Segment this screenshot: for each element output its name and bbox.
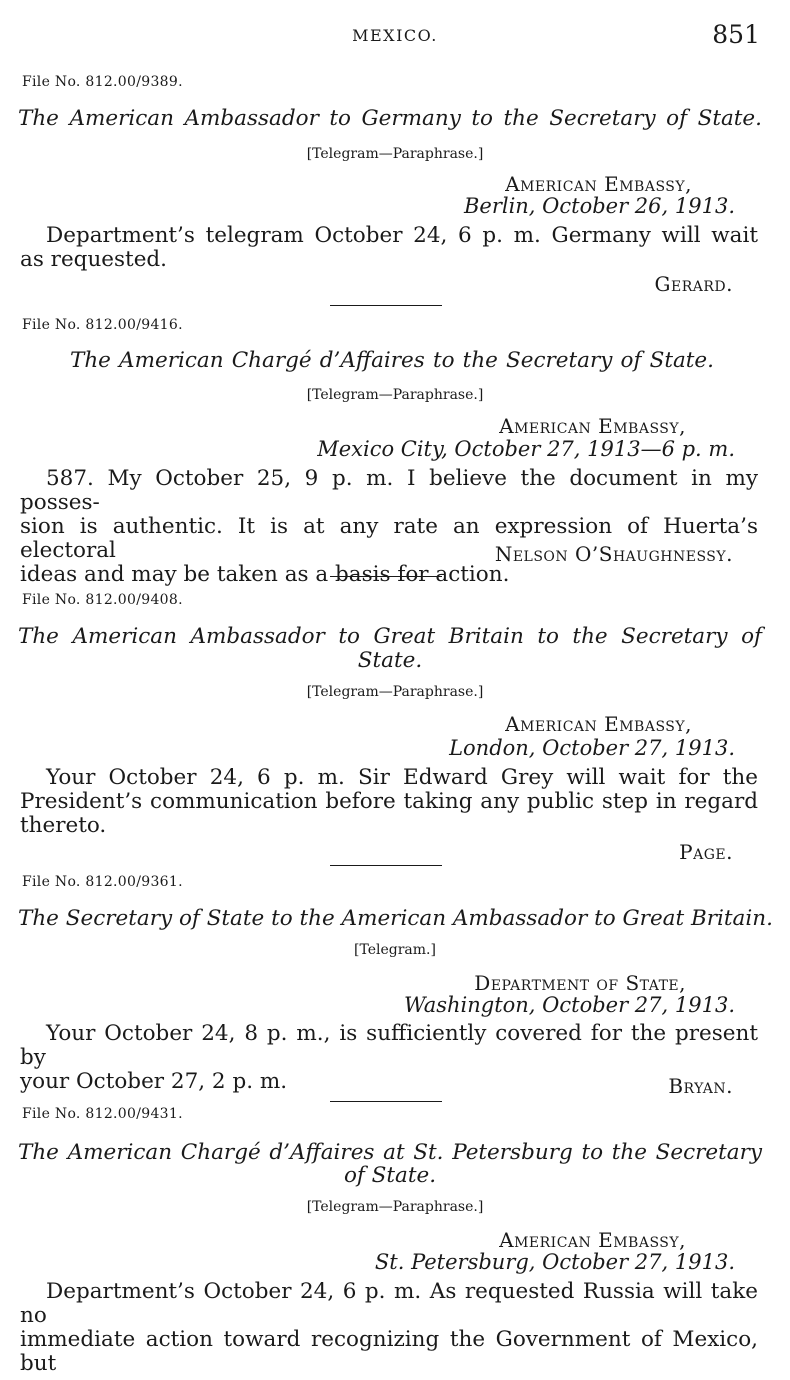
body-line: Department’s October 24, 6 p. m. As requested Russia will take no [20,1279,758,1328]
signature: Gerard. [654,272,733,296]
document-heading: The Secretary of State to the American Ambassador to Great Britain. [18,906,773,931]
body-line: 587. My October 25, 9 p. m. I believe the document in my posses- [20,466,758,515]
body-line: sion is authentic. It is at any rate an expression of Huerta’s electoral [20,514,758,563]
document-heading: The American Ambassador to Great Britain to the Secretary of [18,624,762,649]
signature: Page. [679,840,733,864]
telegram-tag: [Telegram—Paraphrase.] [306,387,484,403]
telegram-tag: [Telegram—Paraphrase.] [306,146,484,162]
body-line: your October 27, 2 p. m. [20,1069,288,1094]
signature: Nelson O’Shaughnessy. [494,542,733,566]
document-heading: The American Ambassador to Germany to the Secretary of State. [18,106,762,131]
body-line: thereto. [20,813,107,838]
file-number: File No. 812.00/9361. [22,874,183,890]
message-body [20,467,758,587]
file-number: File No. 812.00/9408. [22,592,183,608]
address-line: Department of State, [474,971,686,995]
message-body [20,1022,758,1094]
address-line: American Embassy, [499,1228,686,1252]
telegram-tag: [Telegram.] [354,942,436,958]
document-heading: The American Chargé d’Affaires at St. Petersburg to the Secretary [18,1140,762,1165]
page-number: 851 [712,20,760,49]
date-line: Berlin, October 26, 1913. [463,194,735,218]
section-divider [330,1101,442,1102]
file-number: File No. 812.00/9431. [22,1106,183,1122]
body-line: Department’s telegram October 24, 6 p. m. Germany will wait [46,223,758,248]
telegram-tag: [Telegram—Paraphrase.] [306,1199,484,1215]
file-number: File No. 812.00/9389. [22,74,183,90]
document-heading-continued: of State. [343,1163,437,1188]
address-line: American Embassy, [499,414,686,438]
document-heading: The American Chargé d’Affaires to the Secretary of State. [70,348,714,373]
body-line: President’s communication before taking any public step in regard [20,789,758,814]
message-body [20,1280,758,1376]
body-line: Your October 24, 8 p. m., is sufficiently covered for the present by [20,1021,758,1070]
section-divider [330,865,442,866]
section-divider [330,305,442,306]
section-divider [330,576,442,577]
message-body [20,224,758,272]
signature: Bryan. [668,1074,733,1098]
running-head: MEXICO. [352,26,438,45]
file-number: File No. 812.00/9416. [22,317,183,333]
date-line: St. Petersburg, October 27, 1913. [374,1250,735,1274]
date-line: Washington, October 27, 1913. [403,993,735,1017]
document-heading-continued: State. [357,648,423,673]
address-line: American Embassy, [505,712,692,736]
body-line: ideas and may be taken as a basis for action. [20,562,510,587]
message-body [20,766,758,838]
date-line: London, October 27, 1913. [449,736,735,760]
body-line: Your October 24, 6 p. m. Sir Edward Grey will wait for the [46,765,758,790]
body-line: immediate action toward recognizing the Government of Mexico, but [20,1327,758,1376]
address-line: American Embassy, [505,172,692,196]
body-line: as requested. [20,247,168,272]
date-line: Mexico City, October 27, 1913—6 p. m. [317,437,735,461]
telegram-tag: [Telegram—Paraphrase.] [306,684,484,700]
